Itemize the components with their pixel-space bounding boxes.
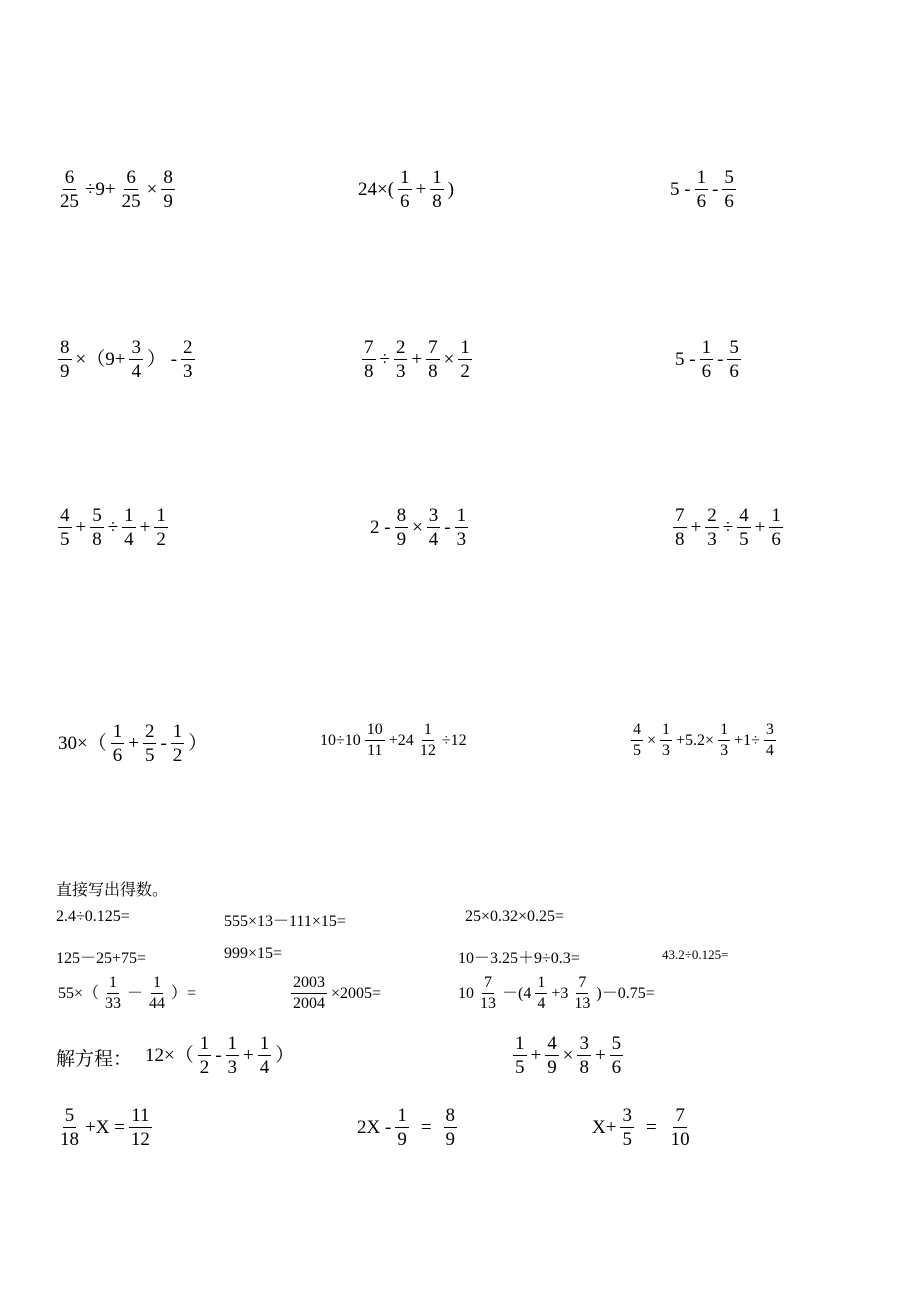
fraction: $\frac{1}{2}$: [460, 337, 470, 382]
expression-r3-2: 2 - $\frac{8}{9}$ × $\frac{3}{4}$ - $\frac{1}{3}$: [370, 505, 467, 550]
fraction: $\frac{6}{25}$: [121, 167, 141, 212]
fraction: $\frac{1}{33}$: [105, 974, 122, 1012]
problem-a1: 2.4÷0.125=: [56, 908, 130, 925]
expression-r4-2: 10÷10 $\frac{10}{11}$ +24 $\frac{1}{12}$ ÷12: [320, 721, 467, 759]
expression-r1-3: 5 - $\frac{1}{6}$ - $\frac{5}{6}$: [670, 167, 734, 212]
fraction: $\frac{1}{5}$: [515, 1033, 525, 1078]
fraction: $\frac{7}{13}$: [480, 974, 496, 1012]
problem-c1: 55×（ $\frac{1}{33}$ － $\frac{1}{44}$ ）=: [58, 974, 197, 1012]
expression-r1-2: 24×( $\frac{1}{6}$ + $\frac{1}{8}$ ): [358, 167, 455, 212]
fraction: $\frac{5}{6}$: [724, 167, 734, 212]
fraction: $\frac{5}{8}$: [92, 505, 102, 550]
problem-a2: 555×13－111×15=: [224, 913, 346, 930]
expression-r3-1: $\frac{4}{5}$ + $\frac{5}{8}$ ÷ $\frac{1}{4}$ + $\frac{1}{2}$: [60, 505, 166, 550]
fraction: $\frac{4}{5}$: [633, 721, 641, 759]
fraction: $\frac{8}{9}$: [60, 337, 70, 382]
equation-2: 2X - $\frac{1}{9}$ = $\frac{8}{9}$: [357, 1105, 456, 1150]
fraction: $\frac{3}{4}$: [428, 505, 439, 550]
fraction: $\frac{7}{10}$: [670, 1105, 690, 1150]
equation-1: $\frac{5}{18}$ +X = $\frac{11}{12}$: [60, 1105, 150, 1150]
fraction: $\frac{2003}{2004}$: [293, 974, 325, 1012]
section-heading-direct: 直接写出得数。: [56, 880, 169, 899]
fraction: $\frac{1}{6}$: [771, 505, 781, 550]
fraction: $\frac{3}{4}$: [131, 337, 141, 382]
fraction: $\frac{1}{3}$: [456, 505, 467, 550]
fraction: $\frac{1}{3}$: [720, 721, 729, 759]
problem-b2: 999×15=: [224, 945, 283, 962]
problem-b1: 125－25+75=: [56, 950, 147, 967]
fraction: $\frac{1}{3}$: [662, 721, 671, 759]
problem-b3: 10－3.25＋9÷0.3=: [458, 950, 580, 967]
fraction: $\frac{5}{6}$: [611, 1033, 622, 1078]
expression-r2-1: $\frac{8}{9}$ ×（9+ $\frac{3}{4}$ ） - $\frac{2}{3}$: [60, 337, 193, 382]
fraction: $\frac{7}{8}$: [675, 505, 685, 550]
problem-c2: $\frac{2003}{2004}$ ×2005=: [293, 974, 382, 1012]
fraction: $\frac{1}{2}$: [156, 505, 166, 550]
expression-r4-1: 30×（ $\frac{1}{6}$ + $\frac{2}{5}$ - $\frac{1}{2}$ ）: [58, 721, 208, 766]
fraction: $\frac{5}{6}$: [729, 337, 739, 382]
fraction: $\frac{4}{5}$: [60, 505, 70, 550]
expression-r1-1: $\frac{6}{25}$ ÷9+ $\frac{6}{25}$ × $\frac{8}{9}$: [60, 167, 173, 212]
fraction: $\frac{1}{4}$: [259, 1033, 270, 1078]
fraction: $\frac{1}{2}$: [199, 1033, 210, 1078]
fraction: $\frac{8}{9}$: [396, 505, 407, 550]
fraction: $\frac{7}{13}$: [574, 974, 591, 1012]
fraction: $\frac{8}{9}$: [445, 1105, 456, 1150]
expression-r2-3: 5 - $\frac{1}{6}$ - $\frac{5}{6}$: [675, 337, 739, 382]
fraction: $\frac{3}{8}$: [579, 1033, 589, 1078]
solve-expression-1: 12×（ $\frac{1}{2}$ - $\frac{1}{3}$ + $\frac{1}{4}$ ）: [145, 1033, 295, 1078]
expression-r3-3: $\frac{7}{8}$ + $\frac{2}{3}$ ÷ $\frac{4}{5}$ + $\frac{1}{6}$: [675, 505, 781, 550]
fraction: $\frac{2}{3}$: [395, 337, 406, 382]
fraction: $\frac{1}{44}$: [149, 974, 166, 1012]
section-heading-solve: 解方程：: [56, 1048, 133, 1070]
fraction: $\frac{1}{9}$: [397, 1105, 407, 1150]
solve-expression-2: $\frac{1}{5}$ + $\frac{4}{9}$ × $\frac{3}{8}$ + $\frac{5}{6}$: [515, 1033, 622, 1078]
fraction: $\frac{1}{6}$: [696, 167, 707, 212]
fraction: $\frac{1}{8}$: [432, 167, 442, 212]
fraction: $\frac{2}{3}$: [183, 337, 193, 382]
fraction: $\frac{1}{3}$: [227, 1033, 238, 1078]
fraction: $\frac{7}{8}$: [364, 337, 374, 382]
fraction: $\frac{3}{5}$: [622, 1105, 632, 1150]
fraction: $\frac{1}{2}$: [172, 721, 183, 766]
fraction: $\frac{7}{8}$: [428, 337, 438, 382]
fraction: $\frac{8}{9}$: [163, 167, 173, 212]
fraction: $\frac{1}{6}$: [112, 721, 123, 766]
fraction: $\frac{10}{11}$: [366, 721, 383, 759]
fraction: $\frac{1}{4}$: [537, 974, 546, 1012]
problem-b4: 43.2÷0.125=: [662, 947, 729, 962]
problem-c3: 10 $\frac{7}{13}$ －(4 $\frac{1}{4}$ +3 $\frac{7}{13}$ )－0.75=: [458, 974, 655, 1012]
expression-r4-3: $\frac{4}{5}$ × $\frac{1}{3}$ +5.2× $\frac{1}{3}$ +1÷ $\frac{3}{4}$: [633, 721, 774, 759]
fraction: $\frac{1}{6}$: [400, 167, 410, 212]
expression-r2-2: $\frac{7}{8}$ ÷ $\frac{2}{3}$ + $\frac{7}{8}$ × $\frac{1}{2}$: [364, 337, 470, 382]
fraction: $\frac{4}{9}$: [547, 1033, 557, 1078]
fraction: $\frac{1}{12}$: [419, 721, 436, 759]
fraction: $\frac{1}{6}$: [701, 337, 712, 382]
fraction: $\frac{2}{3}$: [707, 505, 717, 550]
fraction: $\frac{3}{4}$: [765, 721, 774, 759]
fraction: $\frac{2}{5}$: [144, 721, 155, 766]
equation-3: X+ $\frac{3}{5}$ = $\frac{7}{10}$: [592, 1105, 690, 1150]
fraction: $\frac{11}{12}$: [130, 1105, 150, 1150]
fraction: $\frac{4}{5}$: [739, 505, 749, 550]
problem-a3: 25×0.32×0.25=: [465, 908, 565, 925]
fraction: $\frac{1}{4}$: [124, 505, 134, 550]
fraction: $\frac{6}{25}$: [60, 167, 79, 212]
fraction: $\frac{5}{18}$: [60, 1105, 79, 1150]
